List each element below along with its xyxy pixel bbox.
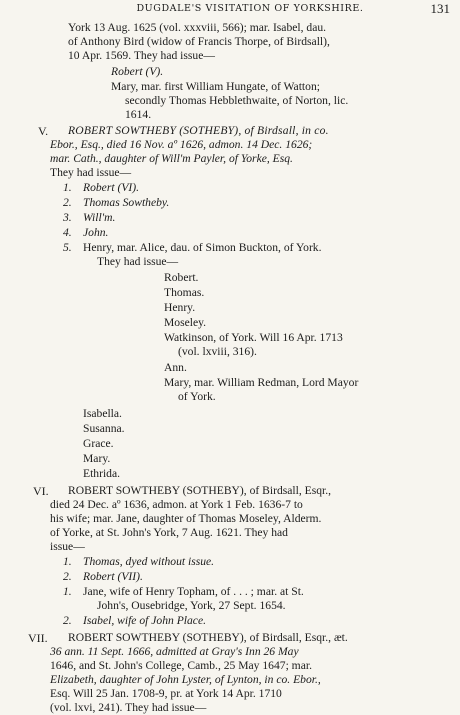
text-line: his wife; mar. Jane, daughter of Thomas Moseley, Alderm. — [50, 512, 322, 525]
text-line: issue— — [50, 540, 85, 553]
text-line: Ann. — [164, 361, 187, 374]
page-number: 131 — [430, 1, 450, 16]
text-line: Robert (VI). — [83, 181, 140, 194]
issue-number: 1. — [63, 585, 72, 598]
text-line: Watkinson, of York. Will 16 Apr. 1713 — [164, 331, 343, 344]
text-line: ROBERT SOWTHEBY (SOTHEBY), of Birdsall, in co. — [68, 124, 329, 137]
text-line: Thomas. — [164, 286, 205, 299]
text-line: Susanna. — [83, 422, 125, 435]
text-line: Robert (V). — [111, 65, 164, 78]
text-line: York 13 Aug. 1625 (vol. xxxviii, 566); mar. Isabel, dau. — [68, 21, 327, 34]
text-line: 36 ann. 11 Sept. 1666, admitted at Gray's Inn 26 May — [50, 645, 299, 658]
text-line: Thomas, dyed without issue. — [83, 555, 215, 568]
text-line: ROBERT SOWTHEBY (SOTHEBY), of Birdsall, Esqr., æt. — [68, 631, 348, 644]
text-line: Isabel, wife of John Place. — [83, 614, 206, 627]
text-line: Henry. — [164, 301, 196, 314]
text-line: 1614. — [125, 108, 152, 121]
text-line: Robert. — [164, 271, 199, 284]
text-line: 1646, and St. John's College, Camb., 25 May 1647; mar. — [50, 659, 312, 672]
text-line: (vol. lxvi, 241). They had issue— — [50, 701, 207, 714]
text-line: Isabella. — [83, 407, 122, 420]
text-line: John. — [83, 226, 109, 239]
text-line: Moseley. — [164, 316, 207, 329]
text-line: of York. — [178, 390, 216, 403]
text-line: of Anthony Bird (widow of Francis Thorpe, of Birdsall), — [68, 35, 330, 48]
text-line: Will'm. — [83, 211, 116, 224]
issue-number: 2. — [63, 570, 72, 583]
text-line: Elizabeth, daughter of John Lyster, of Lynton, in co. Ebor., — [50, 673, 321, 686]
text-line: Henry, mar. Alice, dau. of Simon Buckton, of York. — [83, 241, 322, 254]
text-line: (vol. lxviii, 316). — [178, 345, 257, 358]
text-line: They had issue— — [50, 166, 132, 179]
issue-number: 3. — [63, 211, 72, 224]
generation-numeral: VII. — [28, 631, 48, 645]
issue-number: 1. — [63, 181, 72, 194]
issue-number: 1. — [63, 555, 72, 568]
issue-number: 4. — [63, 226, 72, 239]
text-line: Thomas Sowtheby. — [83, 196, 170, 209]
text-line: Ebor., Esq., died 16 Nov. aº 1626, admon. 14 Dec. 1626; — [50, 138, 313, 151]
text-line: secondly Thomas Hebblethwaite, of Norton, lic. — [125, 94, 349, 107]
issue-number: 5. — [63, 241, 72, 254]
generation-numeral: VI. — [33, 484, 49, 498]
text-line: ROBERT SOWTHEBY (SOTHEBY), of Birdsall, Esqr., — [68, 484, 332, 497]
text-line: Jane, wife of Henry Topham, of . . . ; mar. at St. — [83, 585, 304, 598]
text-line: Mary, mar. William Redman, Lord Mayor — [164, 376, 359, 389]
running-title: DUGDALE'S VISITATION OF YORKSHIRE. — [136, 3, 364, 14]
text-line: Robert (VII). — [83, 570, 143, 583]
issue-number: 2. — [63, 614, 72, 627]
text-line: Esq. Will 25 Jan. 1708-9, pr. at York 14 Apr. 1710 — [50, 687, 282, 700]
text-line: 10 Apr. 1569. They had issue— — [68, 49, 215, 62]
text-line: John's, Ousebridge, York, 27 Sept. 1654. — [97, 599, 286, 612]
issue-number: 2. — [63, 196, 72, 209]
generation-numeral: V. — [38, 124, 49, 138]
text-line: Mary. — [83, 452, 111, 465]
text-line: Ethrida. — [83, 467, 121, 480]
text-line: Mary, mar. first William Hungate, of Watton; — [111, 80, 320, 93]
text-line: mar. Cath., daughter of Will'm Payler, of Yorke, Esq. — [50, 152, 293, 165]
text-line: They had issue— — [97, 255, 179, 268]
text-line: of Yorke, at St. John's York, 7 Aug. 1621. They had — [50, 526, 288, 539]
text-line: Grace. — [83, 437, 114, 450]
text-line: died 24 Dec. aº 1636, admon. at York 1 Feb. 1636-7 to — [50, 498, 303, 511]
